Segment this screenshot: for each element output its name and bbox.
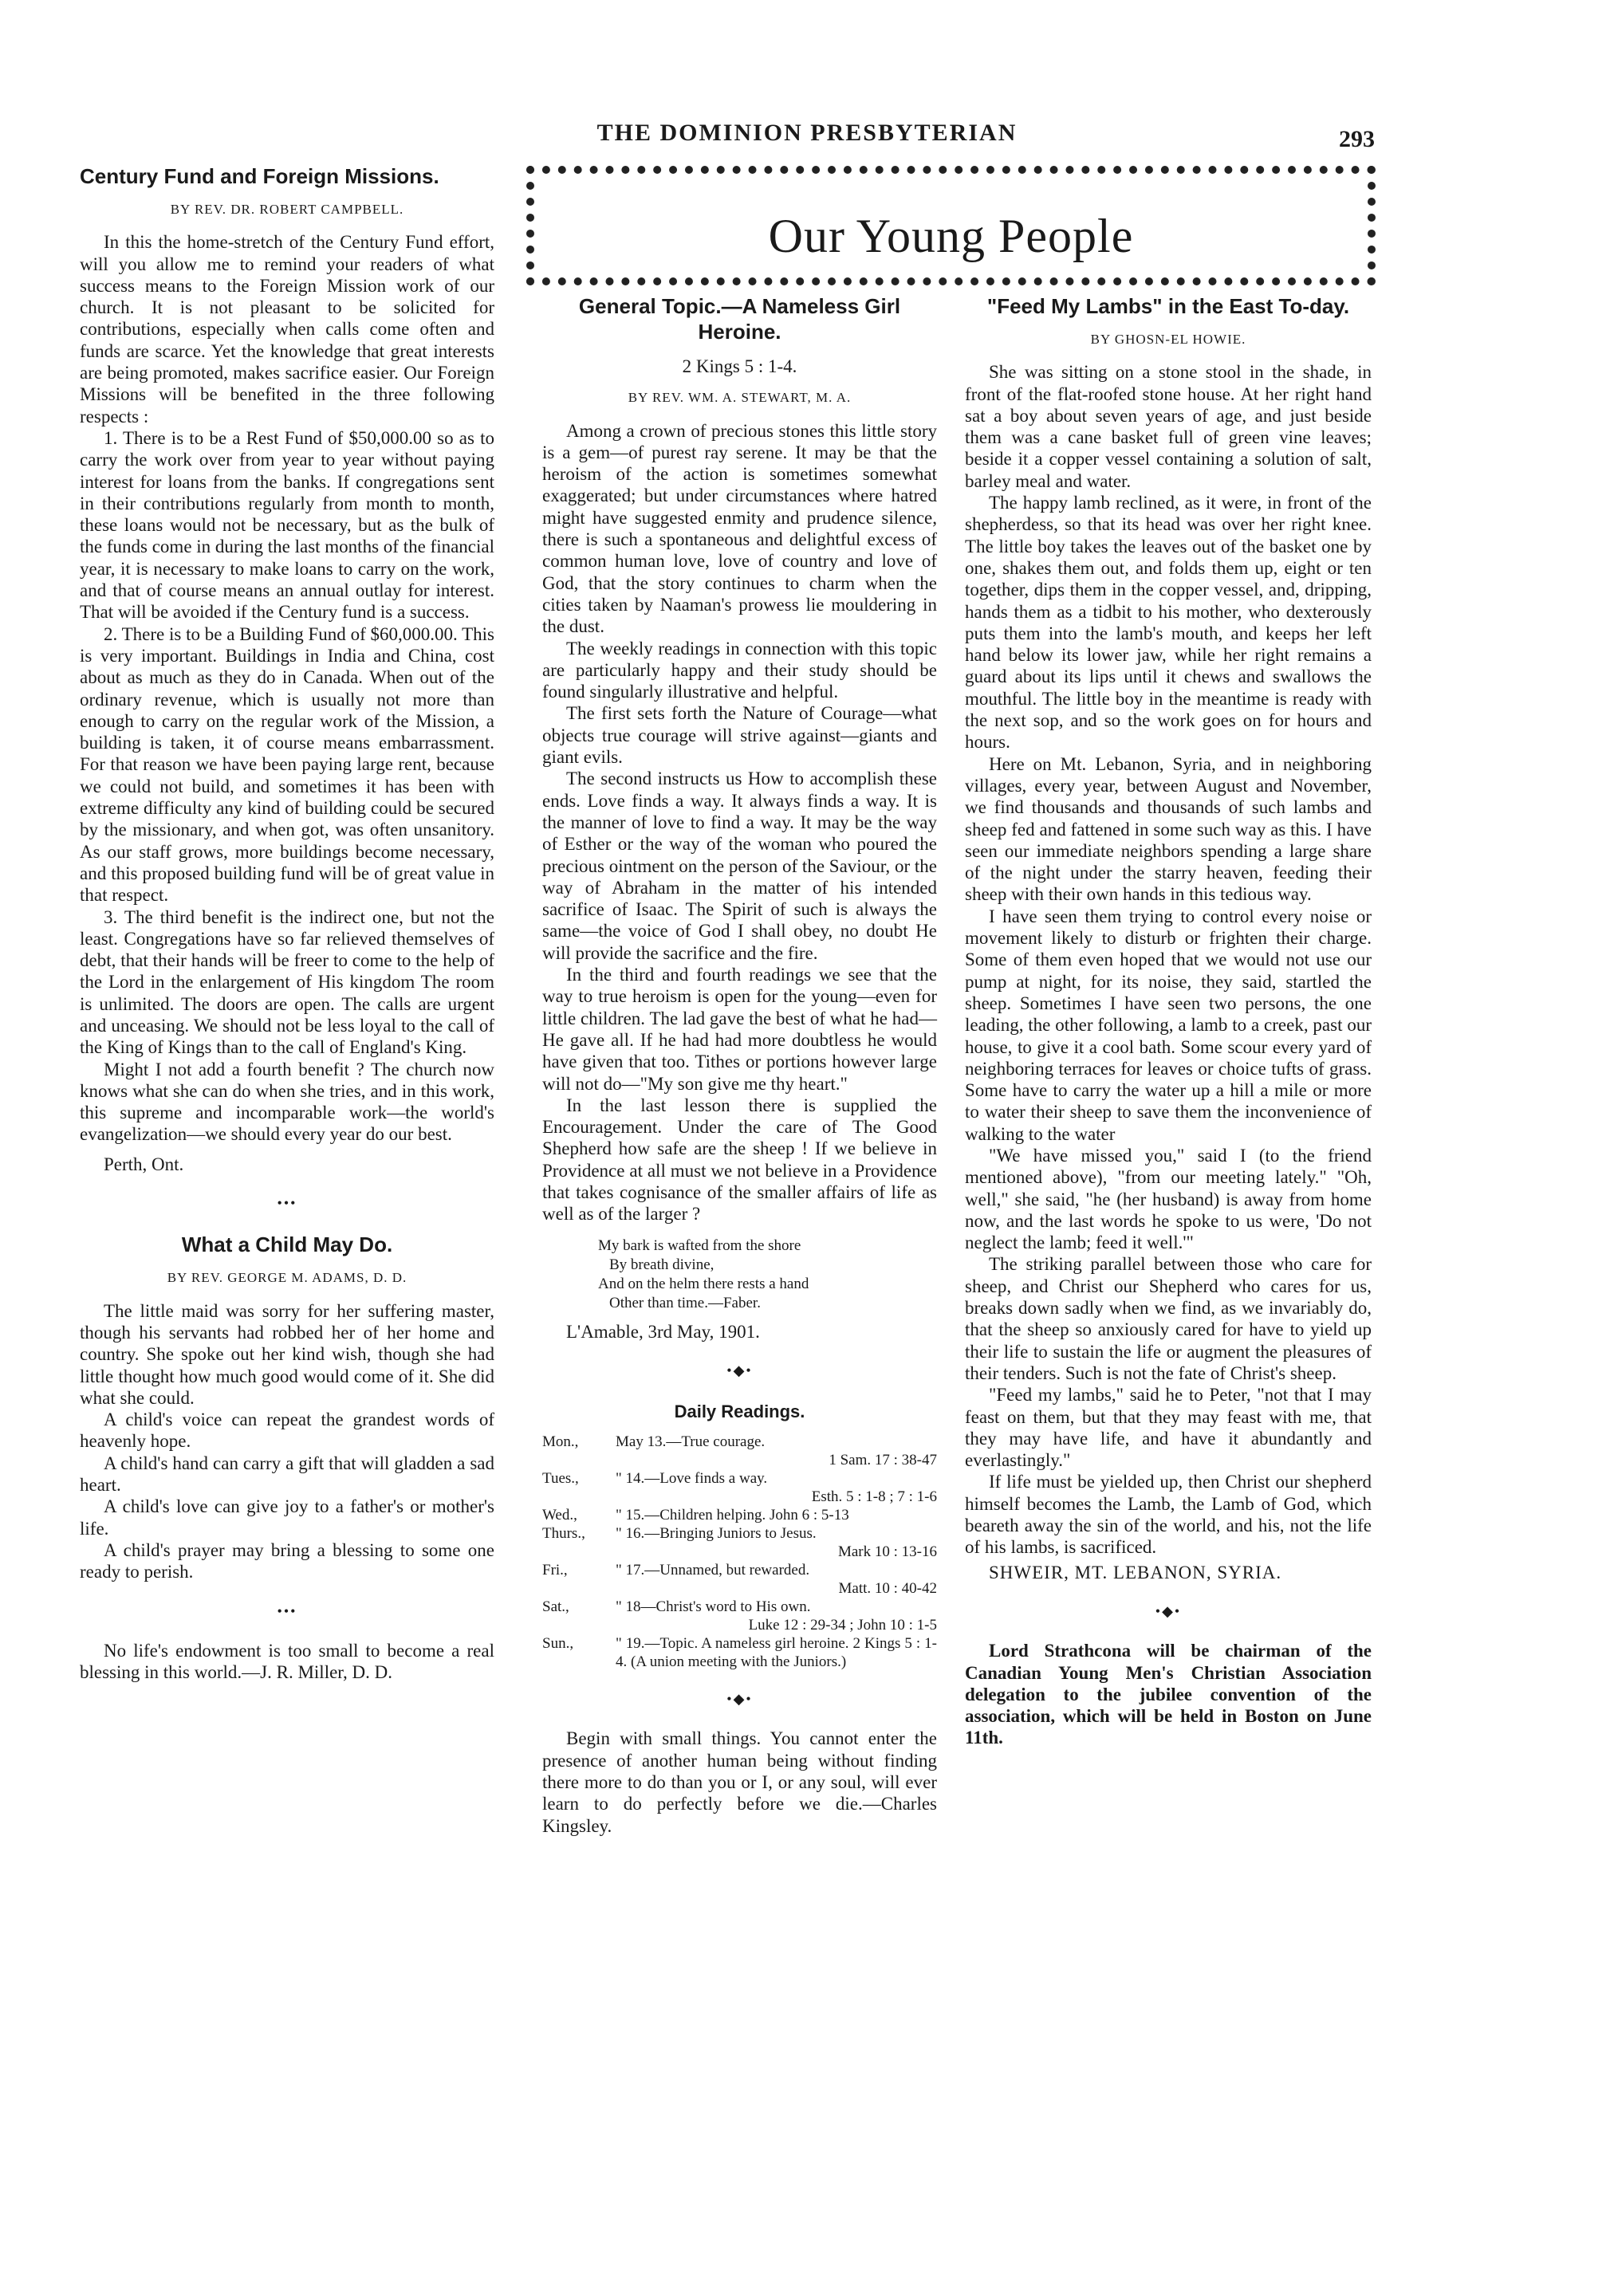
- reading-row: [542, 1634, 937, 1671]
- reading-citation: Luke 12 : 29-34 ; John 10 : 1-5: [748, 1617, 937, 1634]
- article-signoff: SHWEIR, MT. LEBANON, SYRIA.: [989, 1562, 1282, 1582]
- reading-row: [542, 1598, 937, 1616]
- separator: •◆•: [1155, 1602, 1182, 1619]
- article-body: [80, 231, 494, 1145]
- quote-text: Begin with small things. You cannot enter the presence of another human being without finding there more to do than you or I, or any soul, will ever learn to do perfectly before we die.—Charles Kingsley.: [542, 1728, 937, 1836]
- reading-text: May 13.—True courage.: [616, 1433, 766, 1451]
- reading-day: Fri.,: [542, 1562, 568, 1579]
- paragraph: 3. The third benefit is the indirect one, but not the least. Congregations have so far relieved themselves of debt, that their hands will be freer to come to the help of the Lord in the enlargement of His kingdom The room is unlimited. The doors are open. The calls are urgent and unceasing. We should not be less loyal to the call of the King of Kings than to the call of England's King.: [80, 906, 494, 1058]
- reading-day: Sat.,: [542, 1598, 569, 1616]
- quote-text: No life's endowment is too small to become a real blessing in this world.—J. R. Miller, D. D.: [80, 1640, 494, 1683]
- notice-text: Lord Strathcona will be chairman of the Canadian Young Men's Christian Association delegation to the jubilee convention of the association, which will be held in Boston on June 11th.: [965, 1641, 1372, 1748]
- reading-row: [542, 1433, 937, 1451]
- paragraph: Among a crown of precious stones this little story is a gem—of purest ray serene. It may be that the heroism of the action is sometimes somewhat exaggerated; but under circumstances where hatred might have suggested enmity and prudence silence, there is such a spontaneous and delightful excess of common human love, love of country and love of God, that the story continues to charm when the cities taken by Naaman's prowess lie mouldering in the dust.: [542, 420, 937, 637]
- reading-text: " 19.—Topic. A nameless girl heroine. 2 Kings 5 : 1-4. (A union meeting with the Juniors.): [616, 1635, 937, 1671]
- paragraph: I have seen them trying to control every noise or movement likely to disturb or frighten their charge. Some of them even hoped that we would not use our pump at night, for its noise, they said, startled the sheep. Sometimes I have seen two persons, the one leading, the other following, a lamb to a creek, past our house, to give it a cool bath. Some scour every yard of neighboring terraces for leaves or choice tufts of grass. Some have to carry the water up a hill a mile or more to water their sheep to save them the inconvenience of walking to the water: [965, 906, 1372, 1144]
- paragraph: A child's voice can repeat the grandest words of heavenly hope.: [80, 1409, 494, 1452]
- reading-text: " 17.—Unnamed, but rewarded.: [616, 1562, 810, 1579]
- reading-citation: Esth. 5 : 1-8 ; 7 : 1-6: [811, 1488, 937, 1506]
- article-byline: BY REV. DR. ROBERT CAMPBELL.: [170, 202, 404, 217]
- page-header: [0, 120, 1614, 159]
- verse-line: And on the helm there rests a hand: [598, 1275, 809, 1292]
- article-signoff: Perth, Ont.: [104, 1154, 184, 1174]
- reading-day: Sun.,: [542, 1635, 574, 1653]
- separator: •◆•: [726, 1691, 753, 1708]
- paragraph: The weekly readings in connection with this topic are particularly happy and their study should be found singularly illustrative and helpful.: [542, 638, 937, 702]
- separator: •••: [277, 1195, 297, 1212]
- separator: •••: [277, 1602, 297, 1619]
- article-byline: BY REV. WM. A. STEWART, M. A.: [628, 390, 852, 406]
- article-body: [542, 420, 937, 1225]
- reading-day: Mon.,: [542, 1433, 579, 1451]
- scripture-reference: 2 Kings 5 : 1-4.: [682, 356, 797, 376]
- verse-line: My bark is wafted from the shore: [598, 1236, 801, 1254]
- separator: •◆•: [726, 1362, 753, 1378]
- paragraph: The second instructs us How to accomplish these ends. Love finds a way. It always finds a way. It is the manner of love to find a way. It may be the way of Esther or the way of the woman who poured the precious ointment on the person of the Saviour, or the way of Abraham in the matter of his intended sacrifice of Isaac. The Spirit of such is always the same—the voice of God I shall obey, no doubt He will provide the sacrifice and the fire.: [542, 769, 937, 963]
- quote: [80, 1640, 494, 1684]
- paragraph: 1. There is to be a Rest Fund of $50,000.00 so as to carry the work over from year to year without paying interest for loans from the banks. If congregations sent in their contributions regularly from month to month, these loans would not be necessary, but as the bulk of the funds come in during the last months of the financial year, it is necessary to make loans to carry on the work, and that of course means an annual outlay for interest. That will be avoided if the Century fund is a success.: [80, 427, 494, 623]
- paragraph: Here on Mt. Lebanon, Syria, and in neighboring villages, every year, between August and November, we find thousands and thousands of such lambs and sheep fed and fattened in some such way as this. I have seen our immediate neighbors spending a large share of the night under the starry heaven, feeding their sheep with their own hands in this tedious way.: [965, 753, 1372, 905]
- article-title: What a Child May Do.: [181, 1233, 393, 1257]
- paragraph: If life must be yielded up, then Christ our shepherd himself becomes the Lamb, the Lamb of God, which beareth away the sin of the world, and his, not the life of his lambs, is sacrificed.: [965, 1472, 1372, 1558]
- reading-text: " 14.—Love finds a way.: [616, 1470, 768, 1488]
- article-body: [80, 1300, 494, 1583]
- reading-row: [542, 1524, 937, 1543]
- paragraph: The little maid was sorry for her suffering master, though his servants had robbed her of her home and country. She spoke out her kind wish, though she had little thought how much good would come of it. She did what she could.: [80, 1300, 494, 1408]
- reading-day: Thurs.,: [542, 1525, 585, 1543]
- reading-row: [542, 1469, 937, 1488]
- paragraph: She was sitting on a stone stool in the shade, in front of the flat-roofed stone house. At her right hand sat a boy about seven years of age, and just beside them was a cane basket full of green vine leaves; beside it a copper vessel containing a solution of salt, barley meal and water.: [965, 362, 1372, 491]
- verse-line: Other than time.—Faber.: [609, 1294, 761, 1311]
- reading-row: [542, 1561, 937, 1579]
- paragraph: A child's prayer may bring a blessing to some one ready to perish.: [80, 1539, 494, 1582]
- verse: [598, 1236, 937, 1313]
- column-left: [80, 159, 494, 1683]
- section-title: Our Young People: [768, 210, 1134, 262]
- reading-citation: 1 Sam. 17 : 38-47: [829, 1452, 937, 1469]
- article-title: Century Fund and Foreign Missions.: [80, 164, 439, 188]
- article-byline: BY GHOSN-EL HOWIE.: [1090, 332, 1246, 347]
- paragraph: The first sets forth the Nature of Courage—what objects true courage will strive against—giants and giant evils.: [542, 703, 937, 768]
- paragraph: A child's love can give joy to a father's or mother's life.: [80, 1496, 494, 1539]
- column-right: [965, 159, 1372, 1749]
- reading-text: " 15.—Children helping. John 6 : 5-13: [616, 1507, 849, 1524]
- article-signoff: L'Amable, 3rd May, 1901.: [566, 1321, 760, 1342]
- paragraph: The striking parallel between those who care for sheep, and Christ our Shepherd who cares for us, breaks down sadly when we find, as we invariably do, that the sheep so anxiously cared for have to yield up their life to sustain the life or augment the pleasures of their tenders. Such is not the fate of Christ's sheep.: [965, 1254, 1372, 1383]
- quote: [542, 1728, 937, 1836]
- paragraph: Might I not add a fourth benefit ? The church now knows what she can do when she tries, and in this work, this supreme and incomparable work—the world's evangelization—we should every year do our best.: [80, 1059, 494, 1145]
- article-byline: BY REV. GEORGE M. ADAMS, D. D.: [167, 1270, 407, 1286]
- reading-text: " 16.—Bringing Juniors to Jesus.: [616, 1525, 817, 1543]
- paragraph: "We have missed you," said I (to the friend mentioned above), "from our meeting lately." "Oh, well," she said, "he (her husband) is away from home now, and the last words he spoke to us were, 'Do not neglect the lamb; feed it well.'": [965, 1145, 1372, 1253]
- daily-readings-title: Daily Readings.: [674, 1402, 805, 1422]
- article-body: [965, 361, 1372, 1558]
- verse-line: By breath divine,: [609, 1256, 714, 1273]
- reading-text: " 18—Christ's word to His own.: [616, 1598, 811, 1616]
- article-title: General Topic.—A Nameless Girl Heroine.: [578, 294, 901, 344]
- column-middle: [542, 159, 937, 1837]
- reading-citation: Matt. 10 : 40-42: [838, 1580, 937, 1598]
- paragraph: 2. There is to be a Building Fund of $60,000.00. This is very important. Buildings in India and China, cost about as much as they do in Canada. When out of the ordinary revenue, which is usually not more than enough to carry on the regular work of the Mission, a building is taken, it of course means embarrassment. For that reason we have been paying large rent, because we could not build, and sometimes it has been with extreme difficulty any kind of building could be secured by the missionary, and when got, was often unsanitory. As our staff grows, more buildings become necessary, and this proposed building fund will be of great value in that respect.: [80, 623, 494, 906]
- article-title: "Feed My Lambs" in the East To-day.: [986, 294, 1350, 318]
- paragraph: "Feed my lambs," said he to Peter, "not that I may feast on them, but that they may feast with me, that they may have life, and have it abundantly and everlastingly.": [965, 1385, 1372, 1471]
- paragraph: In this the home-stretch of the Century Fund effort, will you allow me to remind your readers of what success means to the Foreign Mission work of our church. It is not pleasant to be solicited for contributions, especially when calls come often and funds are scarce. Yet the knowledge that great interests are being promoted, makes sacrifice easier. Our Foreign Missions will be benefited in the three following respects :: [80, 232, 494, 427]
- notice: [965, 1640, 1372, 1748]
- reading-citation: Mark 10 : 13-16: [837, 1543, 937, 1561]
- paragraph: A child's hand can carry a gift that will gladden a sad heart.: [80, 1453, 494, 1496]
- paragraph: The happy lamb reclined, as it were, in front of the shepherdess, so that its head was over her right knee. The little boy takes the leaves out of the basket one by one, shakes them out, and folds them up, eight or ten together, dips them in the copper vessel, and, dripping, hands them as a tidbit to his mother, who dexterously puts them into the lamb's mouth, and keeps her left hand below its lower jaw, while her right remains a guard about its lips until it chews and swallows the mouthful. The little boy in the meantime is ready with the next sop, and so the work goes on for hours and hours.: [965, 493, 1372, 753]
- paragraph: In the third and fourth readings we see that the way to true heroism is open for the young—even for little children. The lad gave the best of what he had—He gave all. If he had had more doubtless he would have given that too. Tithes or portions however large will not do—"My son give me thy heart.": [542, 965, 937, 1094]
- masthead: THE DOMINION PRESBYTERIAN: [596, 120, 1018, 146]
- paragraph: In the last lesson there is supplied the Encouragement. Under the care of The Good Shepherd how safe are the sheep ! If we believe in Providence at all must we not believe in a Providence that takes cognisance of the smaller affairs of life as well as of the larger ?: [542, 1095, 937, 1225]
- reading-day: Tues.,: [542, 1470, 579, 1488]
- reading-day: Wed.,: [542, 1507, 577, 1524]
- daily-readings: [542, 1433, 937, 1671]
- reading-row: [542, 1506, 937, 1524]
- page-number: 293: [1339, 126, 1375, 152]
